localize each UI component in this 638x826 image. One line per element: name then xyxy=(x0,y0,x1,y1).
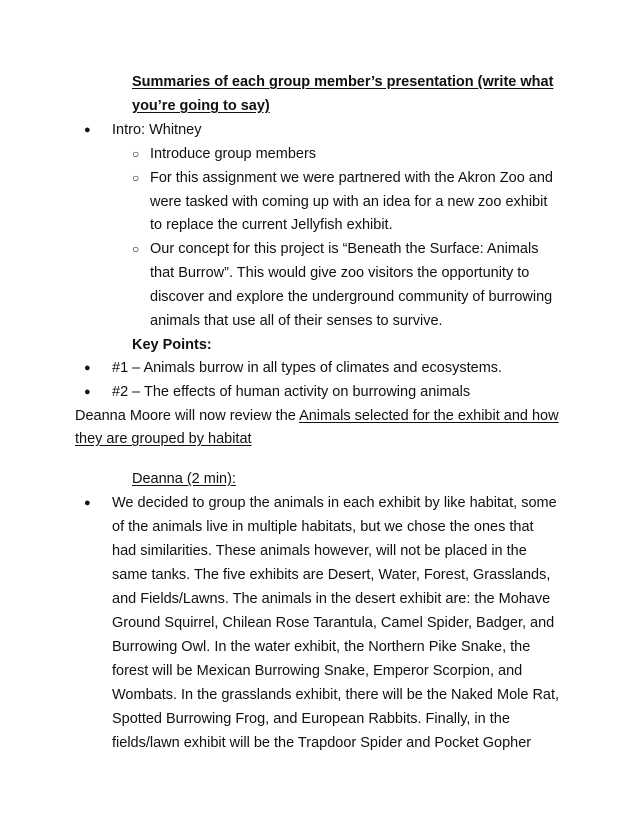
sub-bullet-icon: ○ xyxy=(132,147,140,161)
transition-prefix: Deanna Moore will now review the xyxy=(75,408,300,424)
transition-line-1 xyxy=(75,407,559,425)
deanna-paragraph-line: Burrowing Owl. In the water exhibit, the Northern Pike Snake, the xyxy=(112,639,531,655)
deanna-paragraph-line: of the animals live in multiple habitats, but we chose the ones that xyxy=(112,519,534,535)
deanna-paragraph-line: fields/lawn exhibit will be the Trapdoor Spider and Pocket Gopher xyxy=(112,735,532,751)
intro-sub-item-3-line: Our concept for this project is “Beneath the Surface: Animals xyxy=(150,241,539,257)
deanna-label: Deanna (2 min): xyxy=(132,471,236,487)
deanna-paragraph-line: Ground Squirrel, Chilean Rose Tarantula, Camel Spider, Badger, and xyxy=(112,615,555,631)
intro-sub-item-2-line: were tasked with coming up with an idea for a new zoo exhibit xyxy=(150,194,548,210)
sub-bullet-icon: ○ xyxy=(132,242,140,256)
transition-link-continued: they are grouped by habitat xyxy=(75,431,252,447)
key-point-item: #2 – The effects of human activity on burrowing animals xyxy=(112,384,471,400)
deanna-paragraph-line: We decided to group the animals in each exhibit by like habitat, some xyxy=(112,495,557,511)
deanna-paragraph-line: forest will be Mexican Burrowing Snake, Emperor Scorpion, and xyxy=(112,663,523,679)
intro-label: Intro: Whitney xyxy=(112,122,202,138)
key-points-label: Key Points: xyxy=(132,337,212,353)
heading-line-1: Summaries of each group member’s presentation (write what xyxy=(132,74,554,90)
deanna-paragraph-line: had similarities. These animals however, will not be placed in the xyxy=(112,543,527,559)
deanna-paragraph-line: Wombats. In the grasslands exhibit, there will be the Naked Mole Rat, xyxy=(112,687,560,703)
bullet-icon: ● xyxy=(84,386,91,398)
intro-sub-item-2-line: For this assignment we were partnered with the Akron Zoo and xyxy=(150,170,553,186)
intro-sub-item-3-line: discover and explore the underground community of burrowing xyxy=(150,289,553,305)
heading-line-2: you’re going to say) xyxy=(132,98,270,114)
intro-sub-item-2-line: to replace the current Jellyfish exhibit. xyxy=(150,217,393,233)
deanna-paragraph-line: same tanks. The five exhibits are Desert, Water, Forest, Grasslands, xyxy=(112,567,551,583)
deanna-paragraph-line: and Fields/Lawns. The animals in the desert exhibit are: the Mohave xyxy=(112,591,551,607)
intro-sub-item-1: Introduce group members xyxy=(150,146,317,162)
transition-link: Animals selected for the exhibit and how xyxy=(299,408,559,424)
deanna-paragraph-line: Spotted Burrowing Frog, and European Rabbits. Finally, in the xyxy=(112,711,510,727)
key-point-item: #1 – Animals burrow in all types of climates and ecosystems. xyxy=(112,360,503,376)
bullet-icon: ● xyxy=(84,124,91,136)
intro-sub-item-3-line: that Burrow”. This would give zoo visitors the opportunity to xyxy=(150,265,530,281)
intro-sub-item-3-line: animals that use all of their senses to survive. xyxy=(150,313,443,329)
sub-bullet-icon: ○ xyxy=(132,171,140,185)
bullet-icon: ● xyxy=(84,497,91,509)
bullet-icon: ● xyxy=(84,362,91,374)
